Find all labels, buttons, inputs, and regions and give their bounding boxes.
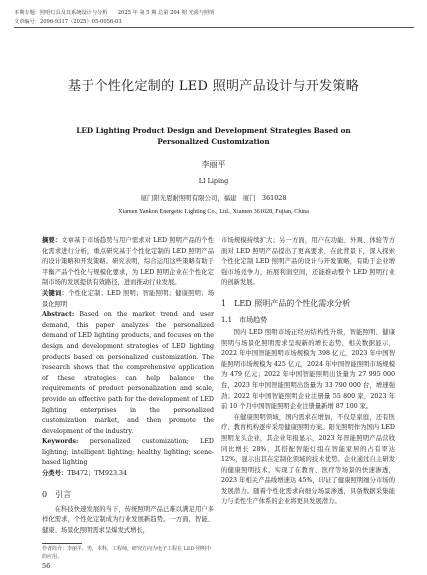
article-number: 文章编号：2096-9317（2025）05-0056-03 (14, 19, 122, 25)
footnote-divider (42, 543, 82, 544)
abstract-en-label: Abstract: (42, 311, 75, 319)
market-paragraph: 国内 LED 照明市场正经历结构性升级，智能照明、健康照明与场景化照明需求呈现新的增长态势，相关数据显示，2022 年中国智能照明市场规模为 398 亿元，2023 年中国智能照明市场规模为 425 亿元，2024 年中国智能照明市场规模为 479 亿元；2022 年中国智能照明出货量为 27 995 000 台，2023 年中国智能照明出货量为 33 790 000 台，增速强劲；2022 年中国智能照明企业注册量 55 800 家，2023 年前 10 个月中国智能照明企业注册量新增 87 100 家。 (221, 328, 395, 411)
page-number: 56 (42, 562, 51, 570)
author-footnote: 作者简介：李丽平，男，本科，工程师，研究方向为电子工程在 LED 照明中的应用。 (42, 546, 212, 560)
section-1-1-heading: 1.1 市场趋势 (221, 315, 268, 324)
section-1-heading: 1 LED 照明产品的个性化需求分析 (221, 298, 351, 308)
keywords-cn-label: 关键词： (42, 289, 69, 297)
keywords-chinese (42, 289, 214, 310)
title-english: LED Lighting Product Design and Development Strategies Based on Personalized Customization (76, 126, 351, 146)
header-divider (14, 27, 414, 28)
author-english: LI Liping (198, 177, 229, 185)
abstract-en-text: Based on the market trend and user demand, this paper analyzes the personalized demand of LED lighting products, and focuses on the design and development strategies of LED lighting products based on personalized customization. The research shows that the comprehensive application of these strategies can help balance the requirements of product personalization and scale, provide an effective path for the development of LED lighting enterprises in the personalized customization market, and then promote the development of the industry. (42, 311, 214, 435)
left-column (42, 236, 214, 536)
abstract-cn-label: 摘要： (42, 237, 62, 244)
title-chinese: 基于个性化定制的 LED 照明产品设计与开发策略 (67, 79, 359, 94)
keywords-cn-text: 个性化定制；LED 照明；智能照明；健康照明；场景化照明 (42, 289, 214, 308)
affiliation-chinese: 厦门阳光恩耐照明有限公司，福建 厦门 361028 (140, 194, 287, 202)
keywords-en-label: Keywords: (42, 438, 79, 446)
affiliation-english: Xiamen Yankon Energetic Lighting Co., Ltd., Xiamen 361028, Fujian, China (118, 208, 309, 215)
classification-number (42, 469, 214, 480)
abstract-chinese (42, 236, 214, 289)
intro-continuation: 市场规模持续扩大；另一方面，用户在功能、外观、体验等方面对 LED 照明产品提出了更高要求，在此背景下，深入探索个性化定制 LED 照明产品的设计与开发策略，有助于企业增强市场竞争力，拓展利润空间，还能推动整个 LED 照明行业的创新发展。 (221, 237, 395, 287)
health-paragraph: 在健康照明领域，国内需求在增加，不仅是家庭，还有医疗、教育机构逐步采用健康照明方案。阳光照明作为国内 LED 照明龙头企业，其企业年报显示，2023 年智能照明产品营收同比增长 28%，其搭配智能灯组在智能家居的占有率达 12%，显示出其在定制化领域的技术优势。企业通过自主研发的健康照明技术，实现了在教育、医疗等场景的快速渗透，2023 年相关产品线增速达 45%，印证了健康照明细分市场的发展潜力。随着个性化需求向细分场景渗透，具备数据采集能力与柔性生产体系的企业将更具发展潜力。 (221, 413, 395, 506)
section-0-heading: 0 引言 (42, 489, 72, 499)
right-column (221, 236, 395, 508)
abstract-english (42, 310, 214, 437)
running-header: 本期专题：照明灯具及其系统设计与分析 2025 年 第 5 期 总第 204 期 光源与照明 (14, 10, 215, 16)
clc-label: 分类号： (42, 470, 68, 478)
author-chinese: 李丽平 (201, 160, 226, 169)
section-0-paragraph: 在科技快速发展的当下，传统照明产品已难以满足用户多样化需求，个性化定制成为行业发展新趋势。一方面，智能、健康、场景化照明需求呈爆发式增长， (42, 505, 214, 534)
keywords-en-text: personalized customization; LED lighting; intelligent lighting; healthy lighting; scene-based lighting (42, 438, 214, 467)
abstract-cn-text: 文章基于市场趋势与用户需求对 LED 照明产品的个性化需求进行分析，重点研究基于个性化定制的 LED 照明产品的设计策略和开发策略。研究表明，综合运用这些策略有助于平衡产品个性化与规模化要求，为 LED 照明企业在个性化定制市场的发展提供有效路径，进而推动行业发展。 (42, 237, 214, 287)
clc-text: TB472；TM923.34 (67, 470, 128, 478)
keywords-english (42, 437, 214, 469)
